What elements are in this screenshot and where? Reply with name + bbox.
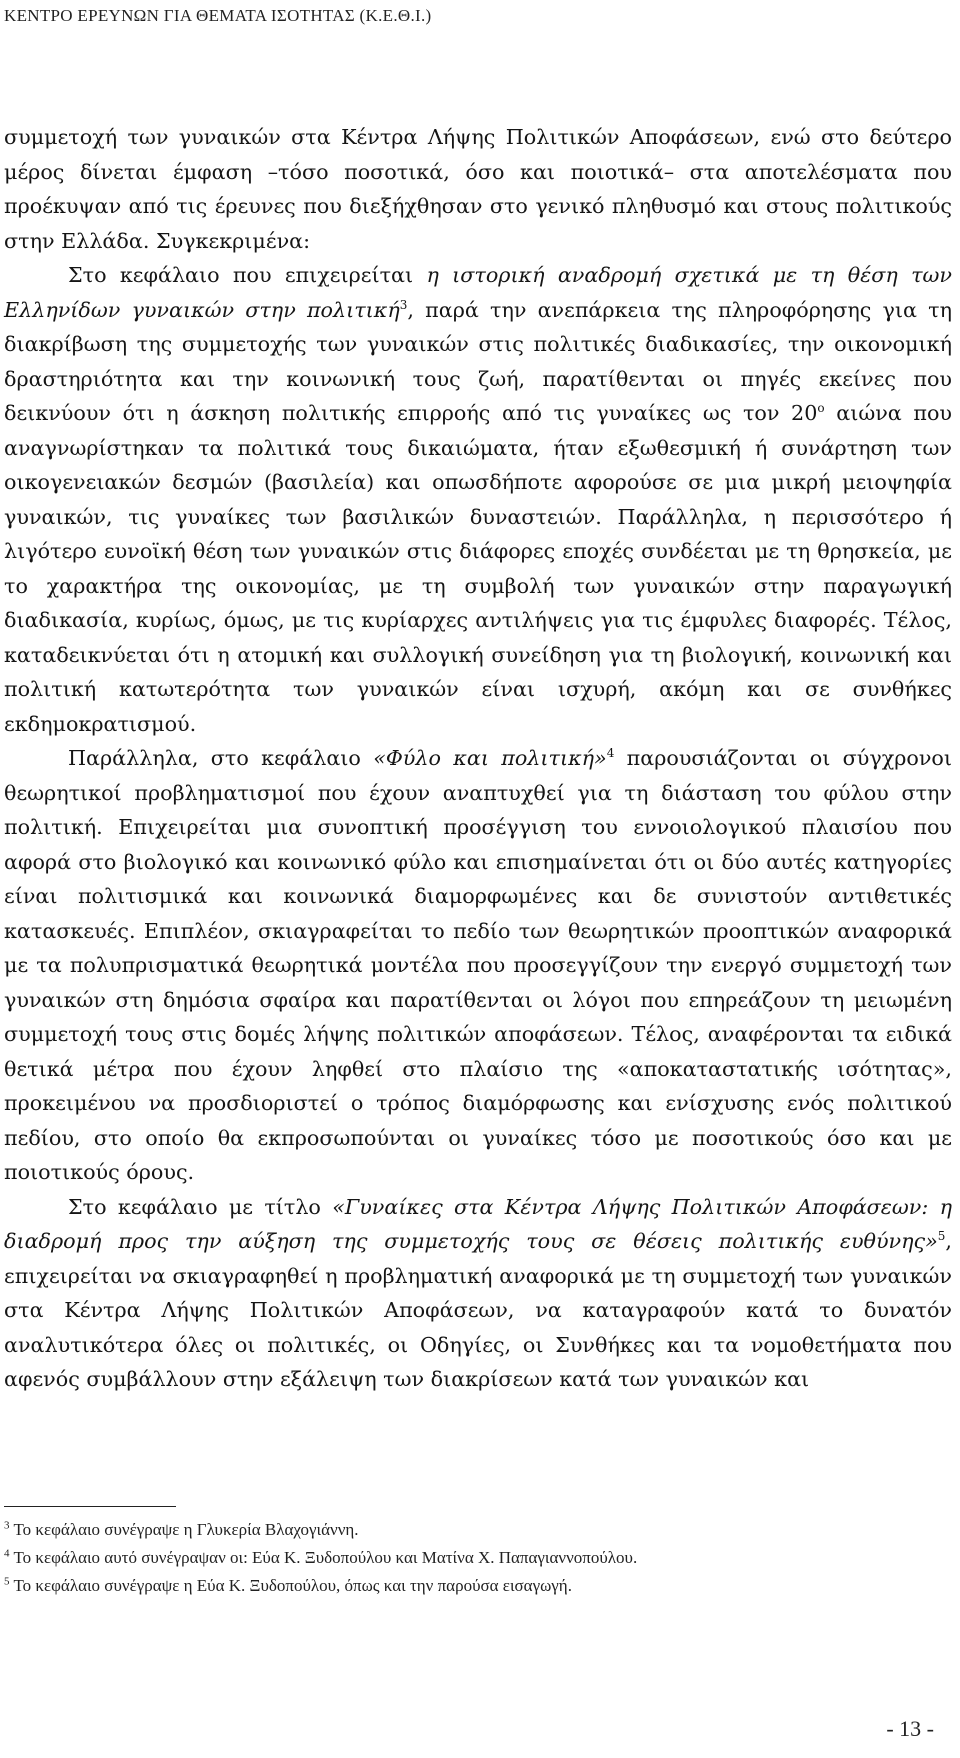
ordinal-superscript: ο (817, 401, 825, 416)
paragraph-2 (4, 258, 952, 741)
paragraph-2-text-b: , παρά την ανεπάρκεια της πληροφόρησης για τη διακρίβωση της συμμετοχής των γυναικών στις πολιτικές διαδικασίες, την οικονομική δραστηριότητα και την κοινωνική τους ζωή, παρατίθενται οι πηγές εκείνες που δεικνύουν ότι η άσκηση πολιτικής επιρροής από τις γυναίκες ως τον 20 (4, 297, 952, 425)
footnote-number: 5 (4, 1575, 10, 1588)
footnote-number: 3 (4, 1519, 10, 1532)
paragraph-3-emphasis: «Φύλο και πολιτική» (373, 746, 607, 770)
paragraph-3 (4, 741, 952, 1190)
footnote-ref-5: 5 (937, 1229, 946, 1244)
footnote-text: Το κεφάλαιο συνέγραψε η Γλυκερία Βλαχογιάννη. (9, 1520, 359, 1539)
paragraph-4-text-b: , επιχειρείται να σκιαγραφηθεί η προβληματική αναφορικά με τη συμμετοχή των γυναικών στα Κέντρα Λήψης Πολιτικών Αποφάσεων, να καταγραφούν κατά το δυνατόν αναλυτικότερα όλες οι πολιτικές, οι Οδηγίες, οι Συνθήκες και τα νομοθετήματα που αφενός συμβάλλουν στην εξάλειψη των διακρίσεων κατά των γυναικών και (4, 1229, 952, 1391)
paragraph-3-text-a: Παράλληλα, στο κεφάλαιο (68, 746, 374, 770)
paragraph-3-text-b: παρουσιάζονται οι σύγχρονοι θεωρητικοί προβληματισμοί που έχουν αναπτυχθεί για τη διάσταση του φύλου στην πολιτική. Επιχειρείται μια συνοπτική προσέγγιση του εννοιολογικού πλαισίου που αφορά στο βιολογικό και κοινωνικό φύλο και επισημαίνεται ότι οι δύο αυτές κατηγορίες είναι πολιτισμικά και κοινωνικά διαμορφωμένες και δε συνιστούν αντιθετικές κατασκευές. Επιπλέον, σκιαγραφείται το πεδίο των θεωρητικών προοπτικών αναφορικά με τα πολυπρισματικά θεωρητικά μοντέλα που προσεγγίζουν την ενεργό συμμετοχή των γυναικών στη δημόσια σφαίρα και παρατίθενται οι λόγοι που επηρεάζουν τη μειωμένη συμμετοχή τους στις δομές λήψης πολιτικών αποφάσεων. Τέλος, αναφέρονται τα ειδικά θετικά μέτρα που έχουν ληφθεί στο πλαίσιο της «αποκαταστατικής ισότητας», προκειμένου να προσδιοριστεί ο τρόπος διαμόρφωσης και ενίσχυσης ενός πολιτικού πεδίου, στο οποίο θα εκπροσωπούνται οι γυναίκες τόσο με ποσοτικούς όσο και με ποιοτικούς όρους. (4, 746, 952, 1184)
footnote-text: Το κεφάλαιο αυτό συνέγραψαν οι: Εύα Κ. Ξυδοπούλου και Ματίνα Χ. Παπαγιαννοπούλου. (9, 1548, 638, 1567)
footnotes (4, 1516, 952, 1600)
footnote-text: Το κεφάλαιο συνέγραψε η Εύα Κ. Ξυδοπούλου, όπως και την παρούσα εισαγωγή. (9, 1576, 572, 1595)
paragraph-2-text-a: Στο κεφάλαιο που επιχειρείται (68, 263, 427, 287)
running-header: ΚΕΝΤΡΟ ΕΡΕΥΝΩΝ ΓΙΑ ΘΕΜΑΤΑ ΙΣΟΤΗΤΑΣ (Κ.Ε.Θ.Ι.) (4, 6, 432, 25)
paragraph-2-emphasis: η ιστορική αναδρομή σχετικά με τη θέση των Ελληνίδων γυναικών στην πολιτική (4, 263, 953, 322)
paragraph-2-text-c: αιώνα που αναγνωρίστηκαν τα πολιτικά τους δικαιώματα, ήταν εξωθεσμική ή συνάρτηση των οικογενειακών δεσμών (βασιλεία) και οπωσδήποτε αφορούσε σε μια μικρή μειοψηφία γυναικών, τις γυναίκες των βασιλικών δυναστειών. Παράλληλα, η περισσότερο ή λιγότερο ευνοϊκή θέση των γυναικών στις διάφορες εποχές συνδέεται με τη θρησκεία, με το χαρακτήρα της οικονομίας, με τη συμβολή των γυναικών στην παραγωγική διαδικασία, κυρίως, όμως, με τις κυρίαρχες αντιλήψεις για τις έμφυλες διαφορές. Τέλος, καταδεικνύεται ότι η ατομική και συλλογική συνείδηση για τη βιολογική, κοινωνική και πολιτική κατωτερότητα των γυναικών είναι ισχυρή, ακόμη και σε συνθήκες εκδημοκρατισμού. (4, 401, 953, 736)
paragraph-1: συμμετοχή των γυναικών στα Κέντρα Λήψης Πολιτικών Αποφάσεων, ενώ στο δεύτερο μέρος δίνεται έμφαση –τόσο ποσοτικά, όσο και ποιοτικά– στα αποτελέσματα που προέκυψαν από τις έρευνες που διεξήχθησαν στο γενικό πληθυσμό και στους πολιτικούς στην Ελλάδα. Συγκεκριμένα: (4, 125, 952, 253)
footnote-number: 4 (4, 1547, 10, 1560)
paragraph-4 (4, 1190, 952, 1397)
footnote-ref-4: 4 (606, 746, 615, 761)
page-number: - 13 - (886, 1716, 934, 1741)
footnote-5 (4, 1572, 952, 1600)
footnote-3 (4, 1516, 952, 1544)
paragraph-4-emphasis: «Γυναίκες στα Κέντρα Λήψης Πολιτικών Αποφάσεων: η διαδρομή προς την αύξηση της συμμετοχής τους σε θέσεις πολιτικής ευθύνης» (4, 1194, 952, 1253)
paragraph-4-text-a: Στο κεφάλαιο με τίτλο (68, 1194, 333, 1219)
footnote-ref-3: 3 (399, 297, 408, 312)
footnote-divider (4, 1506, 176, 1507)
body-text (4, 120, 952, 1397)
footnote-4 (4, 1544, 952, 1572)
